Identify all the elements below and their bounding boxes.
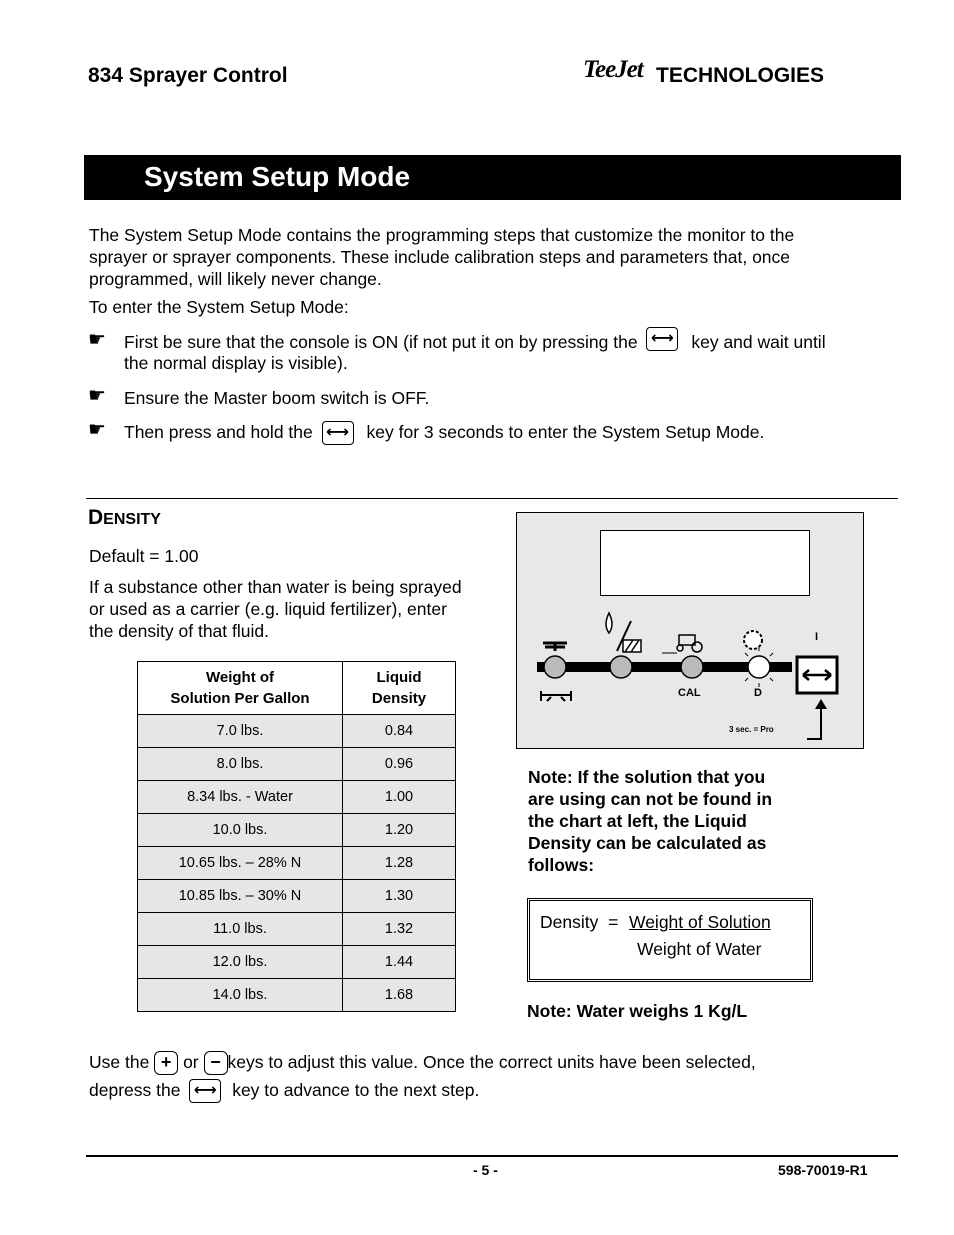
note-line: Density can be calculated as	[528, 833, 767, 853]
formula-lhs: Density =	[540, 912, 624, 932]
note-line: follows:	[528, 855, 595, 875]
table-row	[138, 880, 456, 913]
brand-suffix: TECHNOLOGIES	[656, 64, 825, 87]
adjust-text: keys to adjust this value. Once the correct units have been selected,	[227, 1052, 756, 1072]
bullet-text: Ensure the Master boom switch is OFF.	[124, 388, 430, 408]
bullet-item	[124, 421, 904, 445]
adjust-line	[89, 1048, 909, 1076]
cell-weight: 11.0 lbs.	[138, 913, 343, 946]
footer-divider	[86, 1155, 898, 1157]
cell-density: 1.44	[343, 946, 456, 979]
page-number: - 5 -	[473, 1162, 498, 1178]
page-title: System Setup Mode	[144, 161, 411, 192]
cell-weight: 8.34 lbs. - Water	[138, 781, 343, 814]
cell-density: 1.68	[343, 979, 456, 1012]
cell-weight: 7.0 lbs.	[138, 715, 343, 748]
cell-weight: 8.0 lbs.	[138, 748, 343, 781]
minus-key-icon: −	[204, 1051, 228, 1075]
table-header-row	[138, 662, 456, 715]
formula-numerator: Weight of Solution	[629, 912, 771, 932]
table-row	[138, 781, 456, 814]
density-description	[89, 576, 499, 642]
bullet-text: First be sure that the console is ON (if not put it on by pressing the	[124, 332, 638, 352]
table-row	[138, 814, 456, 847]
description-line: or used as a carrier (e.g. liquid fertilizer), enter	[89, 599, 447, 619]
cell-weight: 14.0 lbs.	[138, 979, 343, 1012]
note-line: are using can not be found in	[528, 789, 773, 809]
teejet-logo: TeeJet	[583, 56, 643, 83]
enter-setup-label: To enter the System Setup Mode:	[89, 297, 349, 317]
description-line: If a substance other than water is being sprayed	[89, 577, 462, 597]
bullet-text: the normal display is visible).	[124, 353, 348, 373]
column-header-weight	[138, 662, 343, 715]
adjust-text: Use the	[89, 1052, 150, 1072]
panel-label-i: I	[815, 631, 819, 643]
bullet-text: key for 3 seconds to enter the System Setup Mode.	[366, 422, 765, 442]
console-panel-illustration	[516, 512, 864, 749]
cell-density: 0.84	[343, 715, 456, 748]
column-header-density	[343, 662, 456, 715]
adjust-line	[89, 1076, 909, 1104]
table-row	[138, 946, 456, 979]
table-row	[138, 979, 456, 1012]
panel-label-d: D	[754, 687, 762, 699]
formula-box	[527, 898, 813, 982]
default-value: Default = 1.00	[89, 546, 199, 566]
table-row	[138, 715, 456, 748]
adjust-text: or	[183, 1052, 199, 1072]
plus-key-icon: +	[154, 1051, 178, 1075]
left-right-arrow-key-icon: ⟷	[322, 421, 354, 445]
section-title-bar	[84, 155, 901, 200]
intro-line: programmed, will likely never change.	[89, 269, 382, 289]
intro-line: The System Setup Mode contains the programming steps that customize the monitor to the	[89, 225, 795, 245]
console-controls-drawing	[517, 513, 863, 748]
density-table	[137, 661, 456, 1012]
intro-line: sprayer or sprayer components. These include calibration steps and parameters that, once	[89, 247, 791, 267]
cell-weight: 10.0 lbs.	[138, 814, 343, 847]
cell-weight: 10.85 lbs. – 30% N	[138, 880, 343, 913]
section-heading	[88, 506, 161, 530]
header-line: Density	[371, 690, 427, 707]
cell-density: 1.32	[343, 913, 456, 946]
table-row	[138, 913, 456, 946]
pointing-hand-icon: ☛	[88, 419, 106, 441]
section-divider	[86, 498, 898, 499]
panel-label-cal: CAL	[678, 687, 701, 699]
description-line: the density of that fluid.	[89, 621, 269, 641]
cell-density: 1.28	[343, 847, 456, 880]
cell-density: 1.00	[343, 781, 456, 814]
adjust-text: depress the	[89, 1080, 181, 1100]
panel-hint: 3 sec. = Pro	[729, 725, 774, 734]
intro-paragraph	[89, 224, 889, 290]
left-right-arrow-key-icon: ⟷	[189, 1079, 221, 1103]
cell-density: 0.96	[343, 748, 456, 781]
header-line: Weight of	[205, 669, 275, 686]
cell-density: 1.30	[343, 880, 456, 913]
table-row	[138, 748, 456, 781]
document-number: 598-70019-R1	[778, 1162, 868, 1178]
heading-rest: ENSITY	[103, 511, 161, 528]
density-note	[528, 766, 828, 876]
header-line: Solution Per Gallon	[170, 690, 310, 707]
header-line: Liquid	[376, 669, 422, 686]
note-line: Note: If the solution that you	[528, 767, 766, 787]
bullet-text: Then press and hold the	[124, 422, 313, 442]
pointing-hand-icon: ☛	[88, 385, 106, 407]
cell-weight: 10.65 lbs. – 28% N	[138, 847, 343, 880]
table-row	[138, 847, 456, 880]
product-title: 834 Sprayer Control	[88, 64, 288, 87]
heading-initial: D	[88, 506, 104, 529]
pointing-hand-icon: ☛	[88, 329, 106, 351]
bullet-text: key and wait until	[691, 332, 826, 352]
left-right-arrow-key-icon: ⟷	[646, 327, 678, 351]
formula-denominator: Weight of Water	[637, 939, 762, 959]
bullet-item	[124, 331, 904, 353]
water-weight-note: Note: Water weighs 1 Kg/L	[527, 1001, 748, 1021]
cell-weight: 12.0 lbs.	[138, 946, 343, 979]
note-line: the chart at left, the Liquid	[528, 811, 747, 831]
adjust-instructions	[89, 1048, 909, 1104]
adjust-text: key to advance to the next step.	[232, 1080, 480, 1100]
cell-density: 1.20	[343, 814, 456, 847]
